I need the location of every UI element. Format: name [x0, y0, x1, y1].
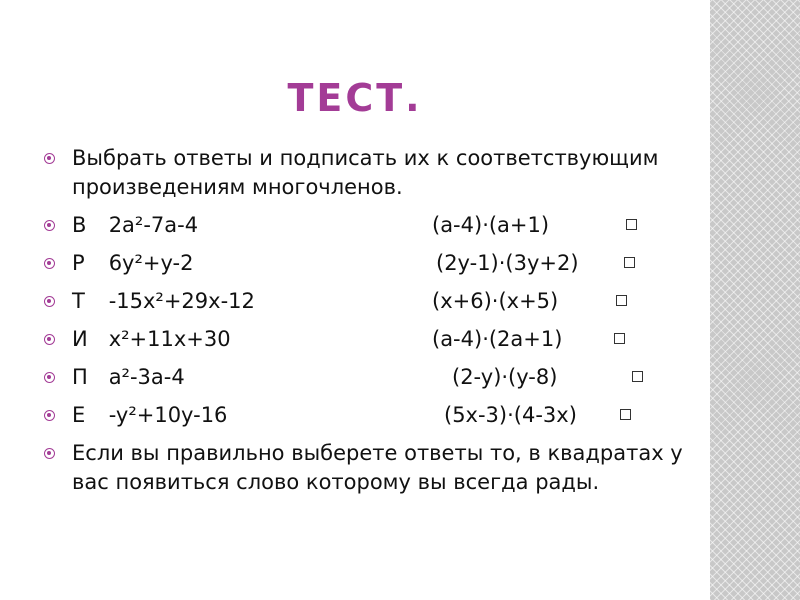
polynomial: x²+11x+30 [108, 327, 231, 351]
list-item [44, 325, 694, 354]
outro-text: Если вы правильно выберете ответы то, в квадратах у вас появиться слово которому вы всегда рады. [72, 441, 683, 494]
answer-box [620, 409, 631, 420]
bullet-icon [44, 153, 55, 164]
list-item [44, 211, 694, 240]
bullet-icon [44, 448, 55, 459]
list-item [44, 401, 694, 430]
polynomial: a²-3a-4 [108, 365, 185, 389]
list-item-outro [44, 439, 694, 497]
list-item [44, 287, 694, 316]
decorative-side-stripe [710, 0, 800, 600]
row-letter: В [72, 213, 87, 237]
answer-product: (2y-1)·(3y+2) [436, 251, 579, 275]
list-item [44, 249, 694, 278]
polynomial: -15x²+29x-12 [108, 289, 255, 313]
answer-box [616, 295, 627, 306]
answer-box [626, 219, 637, 230]
row-letter: П [72, 365, 88, 389]
polynomial: 2a²-7a-4 [108, 213, 199, 237]
polynomial: -y²+10y-16 [108, 403, 228, 427]
bullet-icon [44, 410, 55, 421]
row-letter: И [72, 327, 88, 351]
bullet-list [44, 144, 694, 506]
bullet-icon [44, 334, 55, 345]
bullet-icon [44, 372, 55, 383]
bullet-icon [44, 258, 55, 269]
bullet-icon [44, 220, 55, 231]
row-letter: Е [72, 403, 86, 427]
answer-product: (x+6)·(x+5) [432, 289, 559, 313]
answer-product: (a-4)·(2a+1) [432, 327, 563, 351]
answer-product: (5x-3)·(4-3x) [444, 403, 577, 427]
row-letter: Р [72, 251, 85, 275]
list-item [44, 363, 694, 392]
answer-box [624, 257, 635, 268]
slide-title: ТЕСТ. [287, 76, 423, 120]
row-letter: Т [72, 289, 85, 313]
answer-product: (a-4)·(a+1) [432, 213, 550, 237]
bullet-icon [44, 296, 55, 307]
answer-box [614, 333, 625, 344]
list-item-intro [44, 144, 694, 202]
answer-box [632, 371, 643, 382]
answer-product: (2-y)·(y-8) [452, 365, 558, 389]
polynomial: 6y²+y-2 [108, 251, 194, 275]
intro-text: Выбрать ответы и подписать их к соответствующим произведениям многочленов. [72, 146, 659, 199]
